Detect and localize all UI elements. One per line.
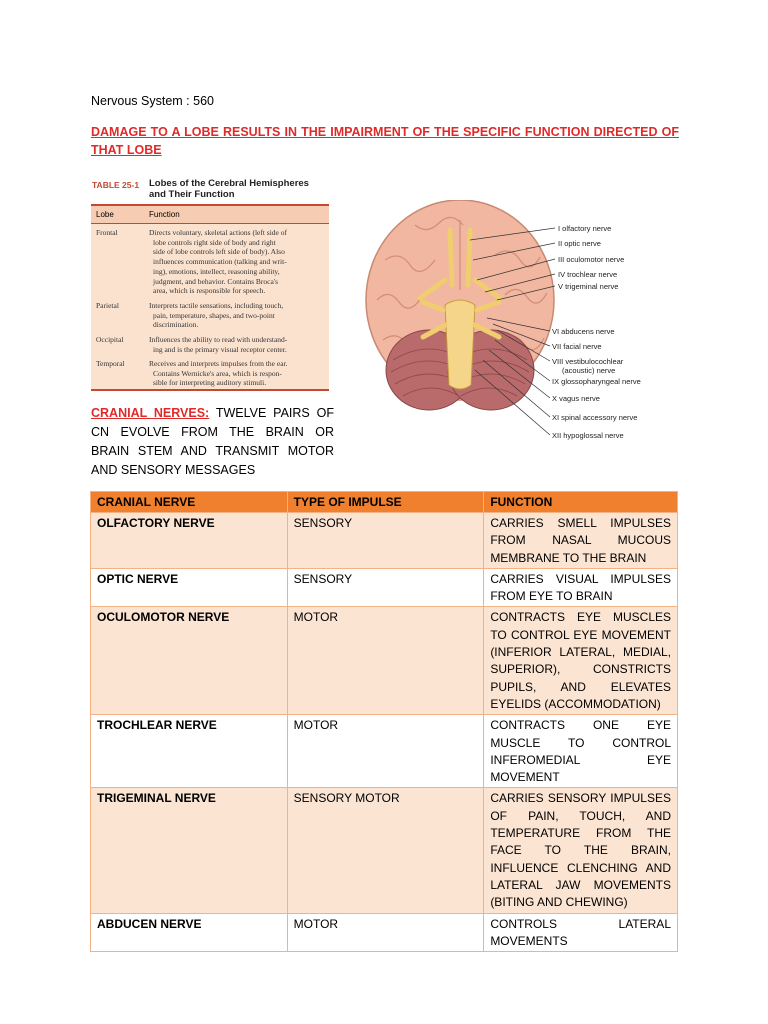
- nerve-label-vestibulocochlear: VIII vestibulocochlear: [552, 357, 624, 366]
- lobe-function-line: Influences the ability to read with understand-: [149, 335, 288, 344]
- lobe-function-line: sible for interpreting auditory stimuli.: [153, 378, 267, 388]
- nerve-label-spinal-accessory: XI spinal accessory nerve: [552, 413, 638, 422]
- nerve-function: CONTRACTS EYE MUSCLES TO CONTROL EYE MOVEMENT (INFERIOR LATERAL, MEDIAL, SUPERIOR), CONSTRICTS PUPILS, AND ELEVATES EYELIDS (ACCOMMODATION): [484, 607, 678, 715]
- nerve-label-vagus: X vagus nerve: [552, 394, 600, 403]
- cranial-nerve-table-header: [91, 492, 678, 513]
- lobe-function-line: judgment, and behavior. Contains Broca's: [153, 276, 279, 286]
- table-row: [91, 568, 678, 607]
- lobe-name: Frontal: [96, 228, 118, 237]
- table-row: [91, 715, 678, 788]
- nerve-function: CONTRACTS ONE EYE MUSCLE TO CONTROL INFEROMEDIAL EYE MOVEMENT: [484, 715, 678, 788]
- impulse-type: SENSORY: [287, 568, 484, 607]
- lobe-function: [149, 228, 327, 296]
- lobe-column-header: Lobe: [96, 210, 114, 219]
- brain-stem: [445, 300, 475, 389]
- nerve-label-optic: II optic nerve: [558, 239, 601, 248]
- impulse-type: MOTOR: [287, 607, 484, 715]
- impulse-type: MOTOR: [287, 913, 484, 952]
- lobe-table-figure: [91, 177, 329, 387]
- nerve-name: TRIGEMINAL NERVE: [91, 788, 288, 913]
- lobe-table-header: [91, 206, 329, 224]
- table-row: [91, 788, 678, 913]
- nerve-name: OCULOMOTOR NERVE: [91, 607, 288, 715]
- lobe-function-line: pain, temperature, shapes, and two-point: [153, 310, 275, 320]
- page-heading: Nervous System : 560: [91, 94, 214, 108]
- lobe-table-title: Lobes of the Cerebral Hemispheres and Their Function: [149, 178, 309, 200]
- lobe-function-line: Interprets tactile sensations, including touch,: [149, 301, 284, 310]
- lobe-function: [149, 335, 327, 354]
- lobe-function-line: side of lobe controls left side of body). Also: [153, 247, 285, 257]
- nerve-function: CARRIES SMELL IMPULSES FROM NASAL MUCOUS MEMBRANE TO THE BRAIN: [484, 513, 678, 569]
- table-row: [91, 513, 678, 569]
- lobe-function-line: influences communication (talking and writ-: [153, 257, 287, 267]
- table-row: [91, 607, 678, 715]
- lobe-table-caption: [91, 177, 329, 203]
- brain-cranial-nerves-figure: [365, 200, 670, 450]
- lobe-function-line: lobe controls right side of body and right: [153, 237, 276, 247]
- lobe-function-line: ing and is the primary visual receptor center.: [153, 344, 287, 354]
- lobe-function-line: ing), emotions, intellect, reasoning ability,: [153, 266, 280, 276]
- nerve-function: CARRIES SENSORY IMPULSES OF PAIN, TOUCH, AND TEMPERATURE FROM THE FACE TO THE BRAIN, INFLUENCE CLENCHING AND LATERAL JAW MOVEMENTS (BITING AND CHEWING): [484, 788, 678, 913]
- nerve-label-hypoglossal: XII hypoglossal nerve: [552, 431, 624, 440]
- table-row: [91, 913, 678, 952]
- nerve-function: CARRIES VISUAL IMPULSES FROM EYE TO BRAIN: [484, 568, 678, 607]
- lobe-table: [91, 204, 329, 391]
- nerve-label-facial: VII facial nerve: [552, 342, 602, 351]
- nerve-label-abducens: VI abducens nerve: [552, 327, 615, 336]
- cranial-nerve-table: [90, 491, 678, 952]
- damage-note: DAMAGE TO A LOBE RESULTS IN THE IMPAIRMENT OF THE SPECIFIC FUNCTION DIRECTED OF THAT LOBE: [91, 125, 679, 157]
- nerve-label-oculomotor: III oculomotor nerve: [558, 255, 625, 264]
- nerve-label-glossopharyngeal: IX glossopharyngeal nerve: [552, 377, 641, 386]
- nerve-label-trigeminal: V trigeminal nerve: [558, 282, 619, 291]
- nerve-function: CONTROLS LATERAL MOVEMENTS: [484, 913, 678, 952]
- lobe-function: [149, 359, 327, 388]
- lobe-table-number: TABLE 25-1: [92, 180, 140, 190]
- nerve-label-olfactory: I olfactory nerve: [558, 224, 612, 233]
- cranial-nerves-title: CRANIAL NERVES:: [91, 406, 210, 420]
- lobe-function-line: Contains Wernicke's area, which is respon-: [153, 368, 282, 378]
- nerve-name: OLFACTORY NERVE: [91, 513, 288, 569]
- nerve-label-acoustic: (acoustic) nerve: [562, 366, 616, 375]
- header-function: FUNCTION: [484, 492, 678, 513]
- impulse-type: SENSORY: [287, 513, 484, 569]
- lobe-name: Temporal: [96, 359, 125, 368]
- lobe-function: [149, 301, 327, 330]
- lobe-name: Occipital: [96, 335, 124, 344]
- lobe-function-line: discrimination.: [153, 320, 199, 330]
- header-cranial-nerve: CRANIAL NERVE: [91, 492, 288, 513]
- function-column-header: Function: [149, 210, 180, 219]
- lobe-name: Parietal: [96, 301, 119, 310]
- nerve-label-trochlear: IV trochlear nerve: [558, 270, 618, 279]
- nerve-name: TROCHLEAR NERVE: [91, 715, 288, 788]
- header-type-of-impulse: TYPE OF IMPULSE: [287, 492, 484, 513]
- cranial-nerves-intro: [91, 404, 334, 480]
- nerve-name: ABDUCEN NERVE: [91, 913, 288, 952]
- lobe-function-line: Receives and interprets impulses from the ear.: [149, 359, 288, 368]
- nerve-name: OPTIC NERVE: [91, 568, 288, 607]
- lobe-function-line: Directs voluntary, skeletal actions (left side of: [149, 228, 288, 237]
- impulse-type: MOTOR: [287, 715, 484, 788]
- lobe-function-line: area, which is responsible for speech.: [153, 286, 266, 296]
- impulse-type: SENSORY MOTOR: [287, 788, 484, 913]
- cranial-nerves-text: TWELVE PAIRS OF CN EVOLVE FROM THE BRAIN OR BRAIN STEM AND TRANSMIT MOTOR AND SENSORY MESSAGES: [91, 406, 334, 477]
